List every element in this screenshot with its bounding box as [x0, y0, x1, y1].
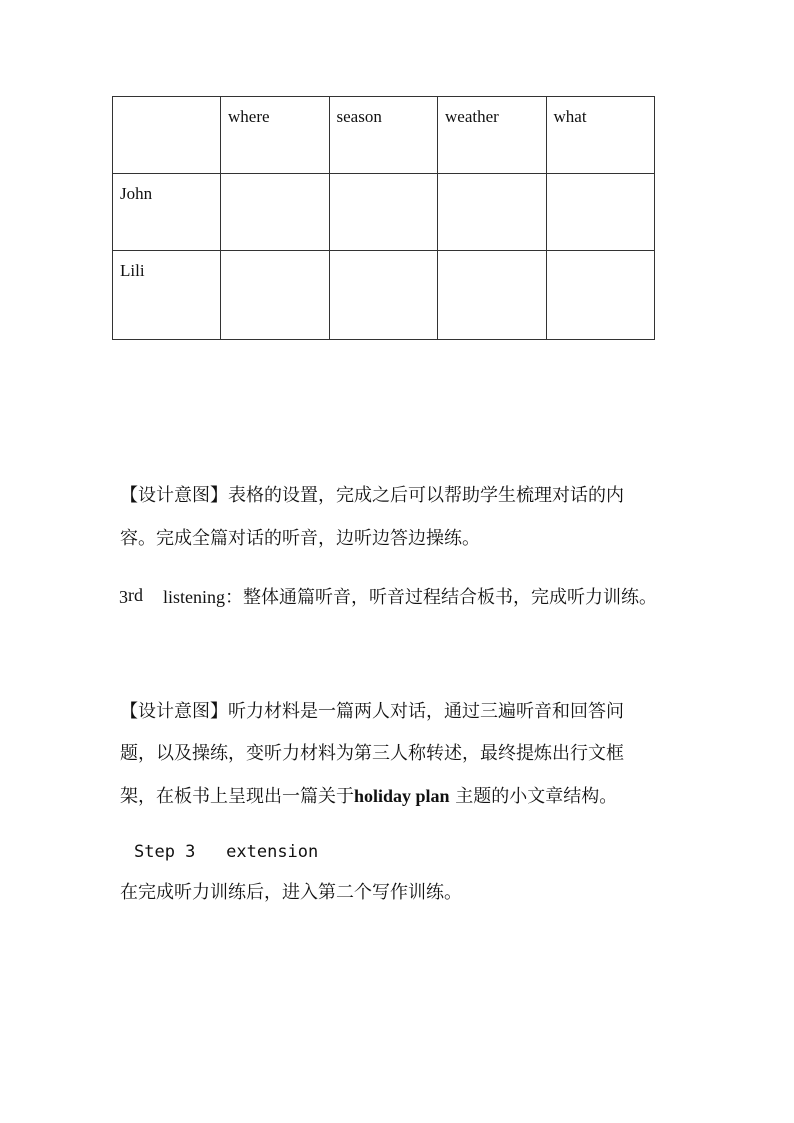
listening-word: listening: [163, 587, 225, 607]
design-intent-paragraph-1-cont: [120, 528, 680, 550]
table-header-cell: season: [329, 97, 438, 174]
holiday-plan-term: holiday plan: [354, 786, 450, 806]
step-title: extension: [226, 842, 319, 862]
listening-3-line: [119, 586, 679, 609]
design-intent-paragraph-2-line2: [120, 743, 680, 765]
paragraph-line: 在完成听力训练后，进入第二个写作训练。: [120, 882, 462, 903]
design-intent-paragraph-2-line3: [120, 785, 680, 808]
table-header-cell: where: [221, 97, 330, 174]
closing-paragraph: [120, 882, 680, 904]
table-cell: [329, 251, 438, 340]
table-cell: [546, 251, 655, 340]
step-label: Step 3: [134, 842, 196, 862]
table-cell: [221, 174, 330, 251]
design-intent-paragraph-1: [120, 485, 680, 507]
listening-description: ：整体通篇听音，听音过程结合板书，完成听力训练。: [225, 587, 657, 608]
table-header-cell: what: [546, 97, 655, 174]
paragraph-text: 主题的小文章结构。: [449, 786, 618, 807]
table-cell: [221, 251, 330, 340]
table-cell: [546, 174, 655, 251]
table-header-row: [113, 97, 655, 174]
ordinal-number: 3: [119, 587, 128, 607]
paragraph-text: 架，在板书上呈现出一篇关于: [120, 786, 354, 807]
table-header-cell: [113, 97, 221, 174]
table-cell: [438, 174, 547, 251]
listening-table: [112, 96, 655, 340]
paragraph-line: 【设计意图】听力材料是一篇两人对话，通过三遍听音和回答问: [120, 701, 624, 722]
table-header-cell: weather: [438, 97, 547, 174]
table-cell: [438, 251, 547, 340]
table-row: [113, 251, 655, 340]
paragraph-line: 题，以及操练，变听力材料为第三人称转述，最终提炼出行文框: [120, 743, 624, 764]
ordinal-suffix: rd: [128, 585, 143, 605]
table-cell: [329, 174, 438, 251]
table-row: [113, 174, 655, 251]
step-3-heading: [134, 842, 318, 862]
paragraph-line: 容。完成全篇对话的听音，边听边答边操练。: [120, 528, 480, 549]
design-intent-paragraph-2: [120, 701, 680, 723]
row-name-cell: John: [113, 174, 221, 251]
row-name-cell: Lili: [113, 251, 221, 340]
paragraph-line: 【设计意图】表格的设置，完成之后可以帮助学生梳理对话的内: [120, 485, 624, 506]
